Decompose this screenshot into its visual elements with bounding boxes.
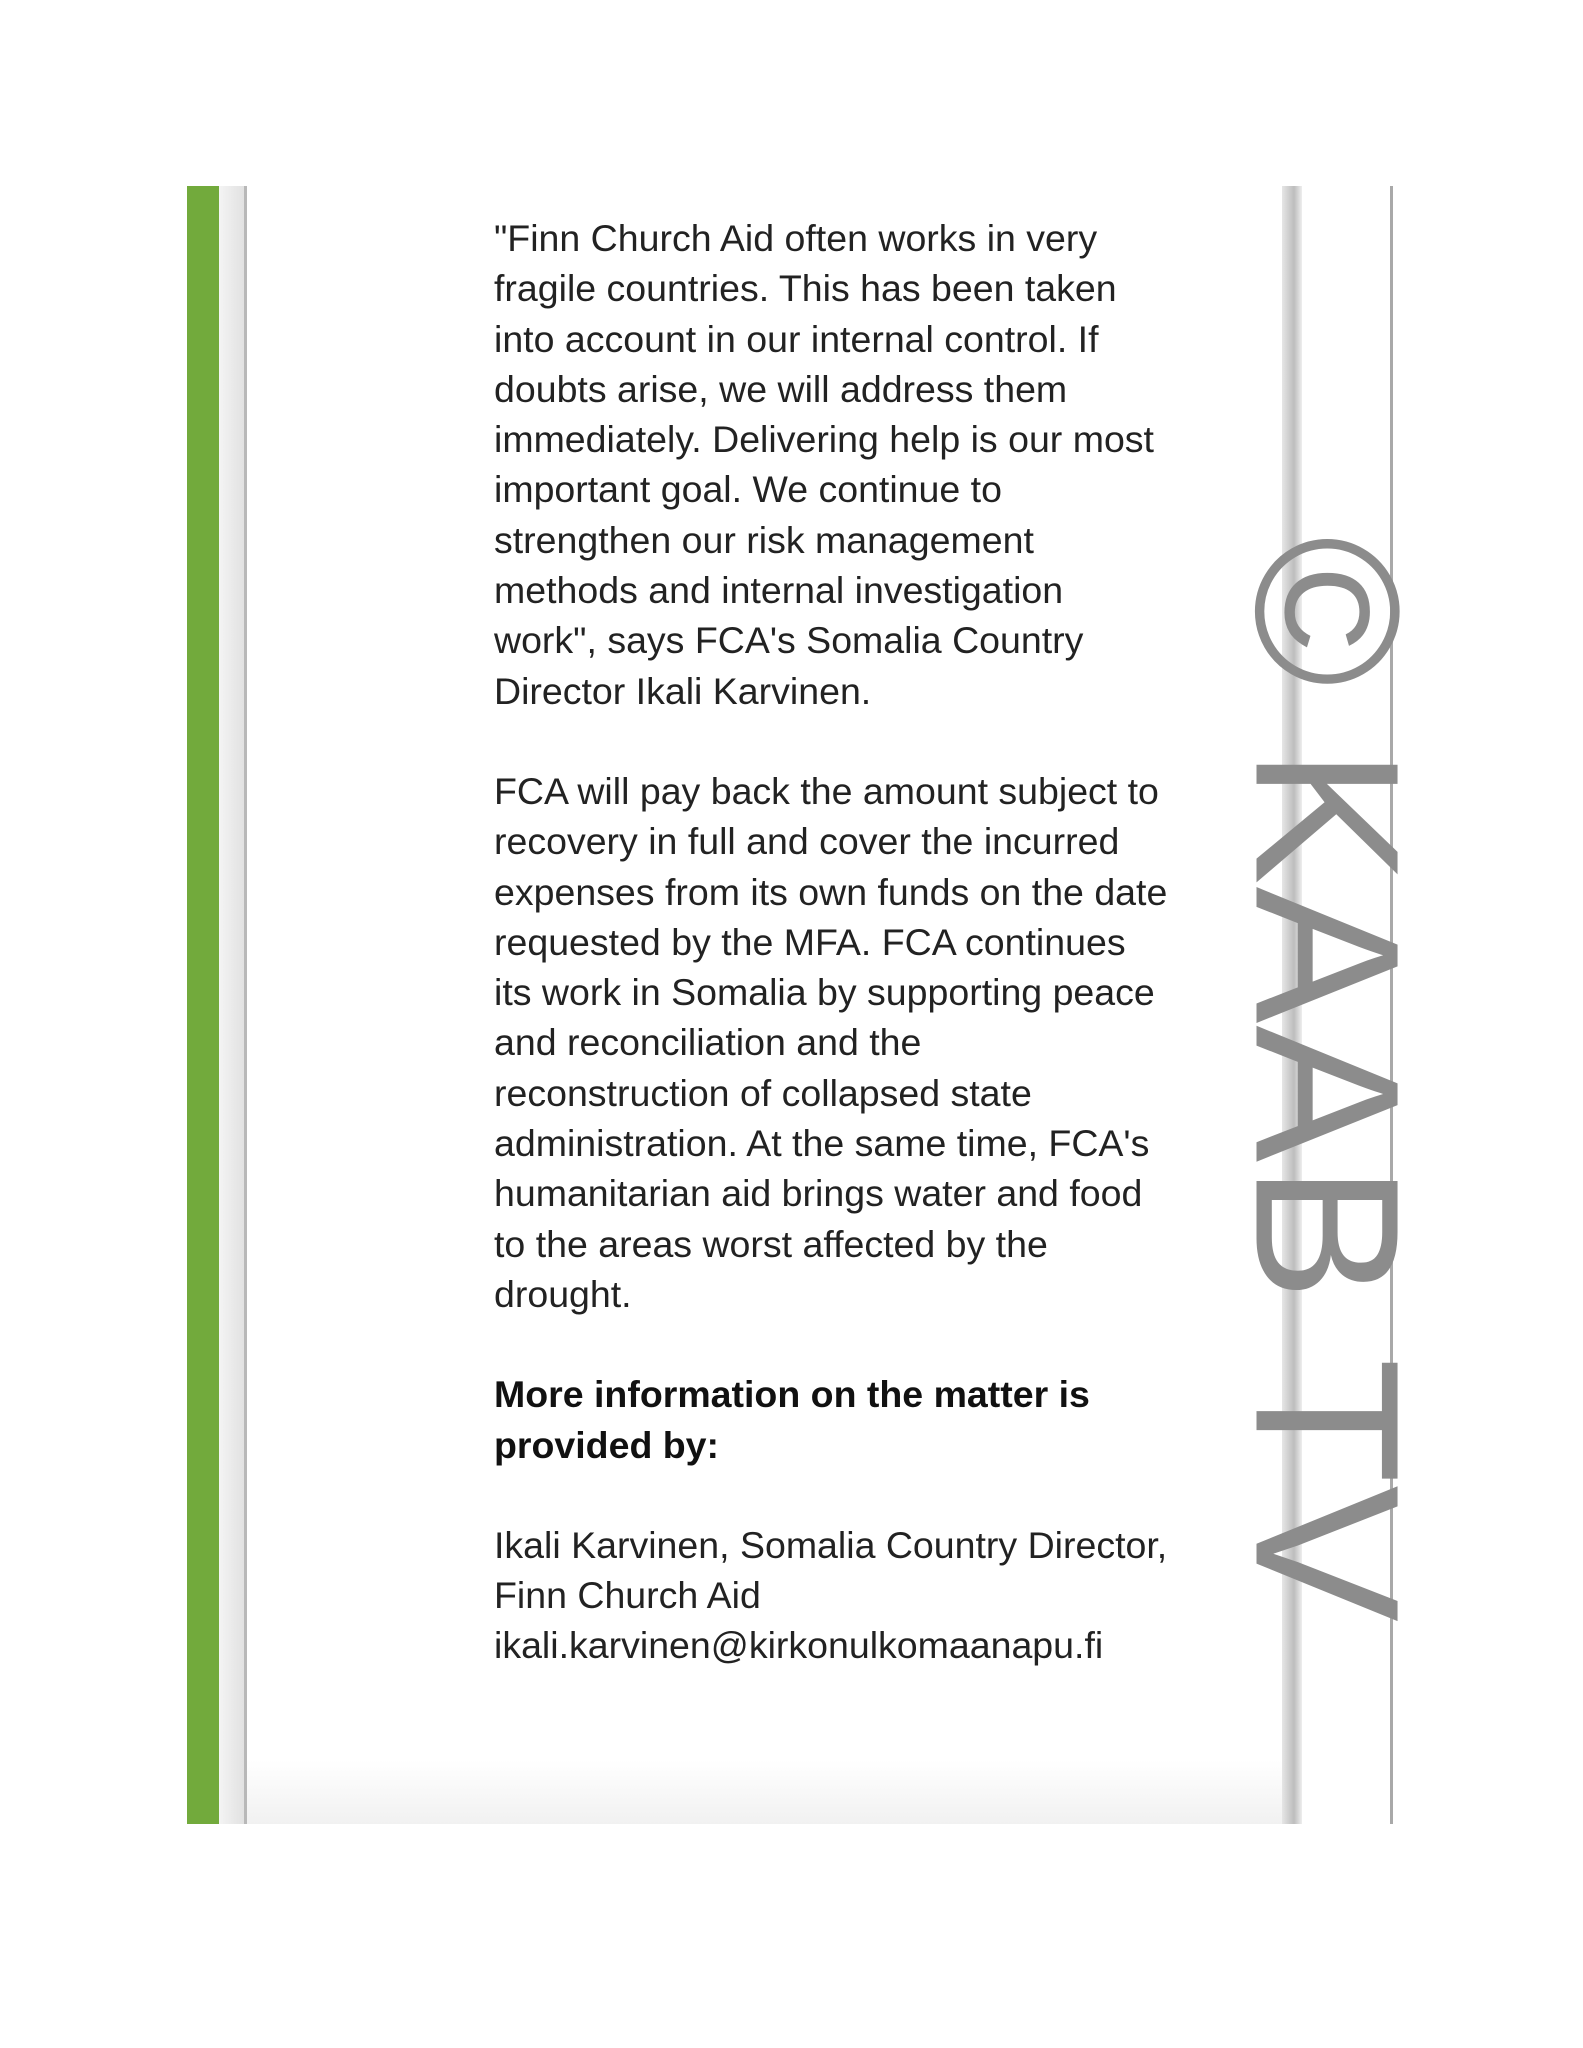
quote-paragraph: "Finn Church Aid often works in very fragile countries. This has been taken into account in our internal control. If doubts arise, we will address them immediately. Delivering help is our most important goal. We continue to strengthen our risk management methods and internal investigation work", says FCA's Somalia Country Director Ikali Karvinen. [494, 217, 1154, 712]
bottom-page-fade [247, 1760, 1282, 1824]
paragraph-spacer [494, 1319, 1214, 1369]
left-border-line [244, 186, 247, 1824]
paragraph-spacer [494, 716, 1214, 766]
left-border-shade [219, 186, 246, 1824]
document-body [494, 213, 1214, 1671]
repayment-paragraph: FCA will pay back the amount subject to recovery in full and cover the incurred expenses from its own funds on the date requested by the MFA. FCA continues its work in Somalia by supporting peace and reconciliation and the reconstruction of collapsed state administration. At the same time, FCA's humanitarian aid brings water and food to the areas worst affected by the drought. [494, 769, 1168, 1315]
more-information-heading: More information on the matter is provided by: [494, 1373, 1090, 1466]
green-accent-bar [187, 186, 219, 1824]
copyright-watermark: © KAAB TV [1212, 535, 1442, 1625]
paragraph-spacer [494, 1470, 1214, 1520]
contact-details: Ikali Karvinen, Somalia Country Director, Finn Church Aid ikali.karvinen@kirkonulkomaanapu.fi [494, 1523, 1168, 1667]
